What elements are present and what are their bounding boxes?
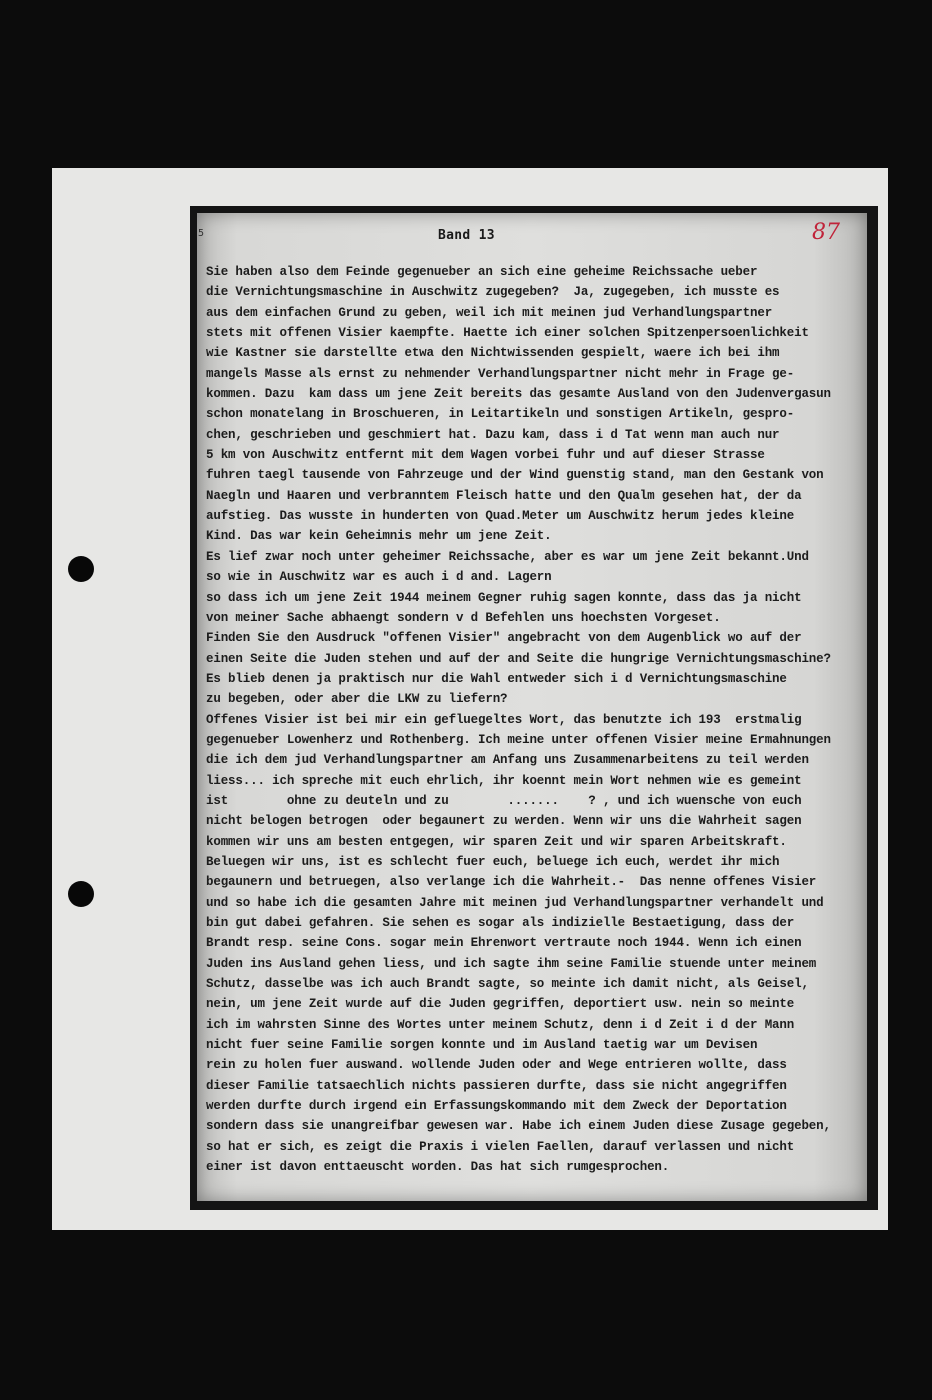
text-line: nein, um jene Zeit wurde auf die Juden gegriffen, deportiert usw. nein so meinte	[206, 997, 795, 1012]
text-line: Brandt resp. seine Cons. sogar mein Ehrenwort vertraute noch 1944. Wenn ich einen	[206, 936, 802, 951]
text-line: Sie haben also dem Feinde gegenueber an sich eine geheime Reichssache ueber	[206, 265, 758, 279]
text-line: liess... ich spreche mit euch ehrlich, ihr koennt mein Wort nehmen wie es gemeint	[206, 773, 802, 788]
text-line: einen Seite die Juden stehen und auf der and Seite die hungrige Vernichtungsmaschine?	[206, 651, 831, 666]
text-line: gegenueber Lowenherz und Rothenberg. Ich meine unter offenen Visier meine Ermahnungen	[206, 732, 831, 747]
text-line: rein zu holen fuer auswand. wollende Juden oder and Wege entrieren wollte, dass	[206, 1058, 787, 1073]
punch-hole	[68, 881, 94, 907]
text-line: so dass ich um jene Zeit 1944 meinem Gegner ruhig sagen konnte, dass das ja nicht	[206, 590, 802, 605]
typed-text-body	[206, 262, 861, 1177]
text-line: stets mit offenen Visier kaempfte. Haette ich einer solchen Spitzenpersoenlichkeit	[206, 326, 809, 341]
text-line: die ich dem jud Verhandlungspartner am Anfang uns Zusammenarbeitens zu teil werden	[206, 753, 809, 768]
handwritten-folio-number: 87	[812, 220, 840, 245]
text-line: sondern dass sie unangreifbar gewesen war. Habe ich einem Juden diese Zusage gegeben,	[206, 1119, 831, 1134]
text-line: von meiner Sache abhaengt sondern v d Befehlen uns hoechsten Vorgeset.	[206, 610, 721, 625]
text-line: kommen. Dazu kam dass um jene Zeit bereits das gesamte Ausland von den Judenvergasun	[206, 387, 831, 402]
text-line: aufstieg. Das wusste in hunderten von Quad.Meter um Auschwitz herum jedes kleine	[206, 509, 795, 524]
page-header: Band 13	[438, 228, 495, 243]
text-line: begaunern und betruegen, also verlange ich die Wahrheit.- Das nenne offenes Visier	[206, 875, 817, 890]
text-line: Finden Sie den Ausdruck "offenen Visier" angebracht von dem Augenblick wo auf der	[206, 631, 802, 646]
text-line: wie Kastner sie darstellte etwa den Nichtwissenden gespielt, waere ich bei ihm	[206, 346, 780, 361]
text-line: nicht belogen betrogen oder begaunert zu werden. Wenn wir uns die Wahrheit sagen	[206, 814, 802, 829]
text-line: Beluegen wir uns, ist es schlecht fuer euch, beluege ich euch, werdet ihr mich	[206, 854, 780, 869]
text-line: einer ist davon enttaeuscht worden. Das hat sich rumgesprochen.	[206, 1160, 670, 1175]
corner-mark: 5	[198, 228, 205, 239]
text-line: dieser Familie tatsaechlich nichts passieren durfte, dass sie nicht angegriffen	[206, 1078, 787, 1093]
text-line: Es lief zwar noch unter geheimer Reichssache, aber es war um jene Zeit bekannt.Und	[206, 549, 809, 564]
text-line: Schutz, dasselbe was ich auch Brandt sagte, so meinte ich damit nicht, als Geisel,	[206, 977, 809, 992]
text-line: Naegln und Haaren und verbranntem Fleisch hatte und den Qualm gesehen hat, der da	[206, 488, 802, 503]
text-line: werden durfte durch irgend ein Erfassungskommando mit dem Zweck der Deportation	[206, 1099, 787, 1114]
text-line: bin gut dabei gefahren. Sie sehen es sogar als indizielle Bestaetigung, dass der	[206, 916, 795, 930]
text-line: so wie in Auschwitz war es auch i d and. Lagern	[206, 570, 552, 585]
text-line: zu begeben, oder aber die LKW zu liefern?	[206, 692, 508, 707]
text-line: nicht fuer seine Familie sorgen konnte und im Ausland taetig war um Devisen	[206, 1038, 758, 1053]
text-line: 5 km von Auschwitz entfernt mit dem Wagen vorbei fuhr und auf dieser Strasse	[206, 448, 765, 463]
text-line: Offenes Visier ist bei mir ein gefluegeltes Wort, das benutzte ich 193 erstmalig	[206, 712, 802, 727]
text-line: schon monatelang in Broschueren, in Leitartikeln und sonstigen Artikeln, gespro-	[206, 407, 795, 422]
text-line: aus dem einfachen Grund zu geben, weil ich mit meinen jud Verhandlungspartner	[206, 305, 773, 320]
text-line: so hat er sich, es zeigt die Praxis i vielen Faellen, darauf verlassen und nicht	[206, 1139, 795, 1154]
text-line: ist ohne zu deuteln und zu ....... ? , und ich wuensche von euch	[206, 793, 802, 808]
text-line: chen, geschrieben und geschmiert hat. Dazu kam, dass i d Tat wenn man auch nur	[206, 427, 780, 442]
text-line: fuhren taegl tausende von Fahrzeuge und der Wind guenstig stand, man den Gestank von	[206, 468, 824, 483]
text-line: kommen wir uns am besten entgegen, wir sparen Zeit und wir sparen Arbeitskraft.	[206, 834, 787, 849]
text-line: Kind. Das war kein Geheimnis mehr um jene Zeit.	[206, 529, 552, 544]
text-line: die Vernichtungsmaschine in Auschwitz zugegeben? Ja, zugegeben, ich musste es	[206, 285, 780, 300]
punch-hole	[68, 556, 94, 582]
text-line: Es blieb denen ja praktisch nur die Wahl entweder sich i d Vernichtungsmaschine	[206, 671, 787, 686]
text-line: Juden ins Ausland gehen liess, und ich sagte ihm seine Familie stuende unter meinem	[206, 956, 817, 971]
text-line: ich im wahrsten Sinne des Wortes unter meinem Schutz, denn i d Zeit i d der Mann	[206, 1017, 795, 1032]
text-line: mangels Masse als ernst zu nehmender Verhandlungspartner nicht mehr in Frage ge-	[206, 366, 795, 381]
text-line: und so habe ich die gesamten Jahre mit meinen jud Verhandlungspartner verhandelt und	[206, 895, 824, 910]
